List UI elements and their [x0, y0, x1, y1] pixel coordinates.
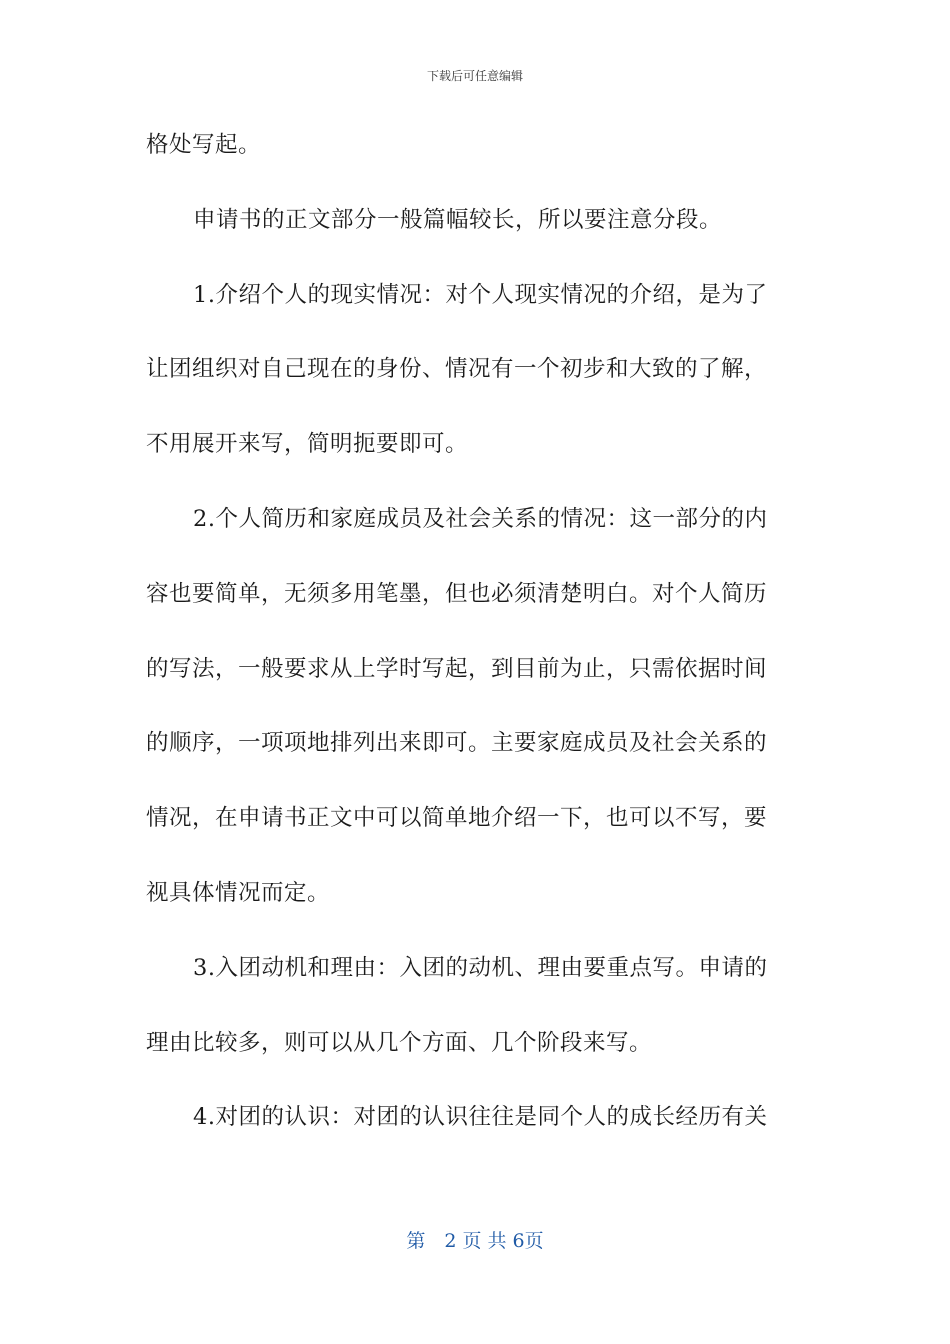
text-line: 情况，在申请书正文中可以简单地介绍一下，也可以不写，要: [146, 805, 768, 832]
text-line: 的顺序，一项项地排列出来即可。主要家庭成员及社会关系的: [146, 730, 768, 757]
text-line: 3.入团动机和理由：入团的动机、理由要重点写。申请的: [193, 954, 768, 981]
text-line: 视具体情况而定。: [146, 879, 331, 906]
text-line: 不用展开来写，简明扼要即可。: [146, 431, 469, 458]
text-line: 格处写起。: [146, 132, 262, 158]
text-line: 的写法，一般要求从上学时写起，到目前为止，只需依据时间: [146, 655, 768, 682]
text-line: 申请书的正文部分一般篇幅较长，所以要注意分段。: [193, 206, 723, 233]
document-body: [146, 124, 806, 1171]
text-line: 容也要简单，无须多用笔墨，但也必须清楚明白。对个人简历: [146, 580, 768, 607]
text-line: 4.对团的认识：对团的认识往往是同个人的成长经历有关: [193, 1104, 768, 1131]
page-number: 第 2 页 共 6页: [406, 1230, 544, 1252]
text-line: 让团组织对自己现在的身份、情况有一个初步和大致的了解，: [146, 356, 768, 383]
text-line: 1.介绍个人的现实情况：对个人现实情况的介绍，是为了: [193, 281, 768, 308]
text-line: 理由比较多，则可以从几个方面、几个阶段来写。: [146, 1029, 653, 1056]
text-line: 2.个人简历和家庭成员及社会关系的情况：这一部分的内: [193, 505, 768, 532]
header-note: 下载后可任意编辑: [426, 69, 523, 83]
